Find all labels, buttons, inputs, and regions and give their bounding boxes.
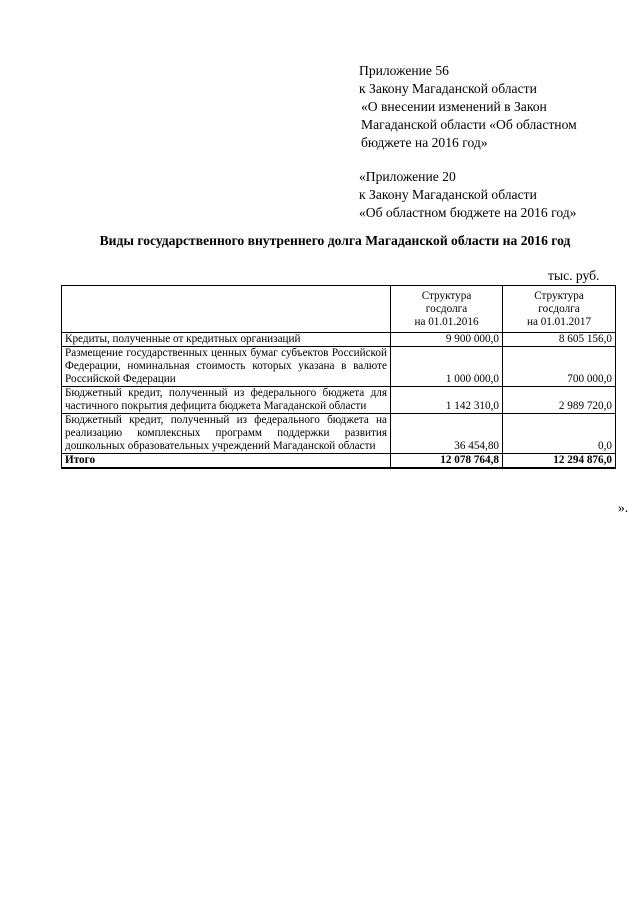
row-value-2017: 700 000,0 — [503, 347, 616, 387]
appendix-line: Приложение 56 — [359, 63, 449, 78]
table-header-row — [62, 286, 616, 333]
debt-table — [61, 285, 616, 469]
total-value-2016: 12 078 764,8 — [391, 454, 503, 469]
total-label: Итого — [62, 454, 391, 469]
row-label: Бюджетный кредит, полученный из федерального бюджета на реализацию комплексных программ поддержки развития дошкольных образовательных учреждений Магаданской области — [62, 414, 391, 454]
header-line: госдолга — [425, 302, 468, 315]
spacer — [359, 152, 629, 168]
header-line: на 01.01.2016 — [414, 315, 479, 328]
header-cell-empty — [62, 286, 391, 333]
row-value-2016: 1 142 310,0 — [391, 387, 503, 414]
appendix-line: Магаданской области «Об областном — [361, 117, 577, 132]
appendix-line: бюджете на 2016 год» — [361, 135, 488, 150]
closing-quote: ». — [618, 500, 629, 515]
appendix-line: «О внесении изменений в Закон — [361, 99, 547, 114]
header-line: Структура — [534, 289, 584, 302]
appendix-line: к Закону Магаданской области — [359, 81, 537, 96]
appendix-line: к Закону Магаданской области — [359, 187, 537, 202]
row-label: Бюджетный кредит, полученный из федерального бюджета для частичного покрытия дефицита бюджета Магаданской области — [62, 387, 391, 414]
total-row — [62, 454, 616, 469]
row-label: Размещение государственных ценных бумаг субъектов Российской Федерации, номинальная стоимость которых указана в валюте Российской Федерации — [62, 347, 391, 387]
appendix-header — [359, 62, 629, 222]
header-cell-2017 — [503, 286, 616, 333]
row-value-2017: 0,0 — [503, 414, 616, 454]
row-value-2016: 9 900 000,0 — [391, 333, 503, 347]
row-value-2017: 8 605 156,0 — [503, 333, 616, 347]
appendix-line: «Об областном бюджете на 2016 год» — [359, 205, 577, 220]
header-line: госдолга — [538, 302, 580, 315]
table-row — [62, 333, 616, 347]
header-cell-2016 — [391, 286, 503, 333]
appendix-line: «Приложение 20 — [359, 169, 456, 184]
table-row — [62, 414, 616, 454]
row-label: Кредиты, полученные от кредитных организаций — [62, 333, 391, 347]
total-value-2017: 12 294 876,0 — [503, 454, 616, 469]
header-line: на 01.01.2017 — [526, 315, 592, 328]
row-value-2017: 2 989 720,0 — [503, 387, 616, 414]
header-line: Структура — [421, 289, 472, 302]
unit-label: тыс. руб. — [548, 268, 600, 283]
table-row — [62, 387, 616, 414]
row-value-2016: 36 454,80 — [391, 414, 503, 454]
table-row — [62, 347, 616, 387]
row-value-2016: 1 000 000,0 — [391, 347, 503, 387]
document-title: Виды государственного внутреннего долга Магаданской области на 2016 год — [99, 233, 571, 248]
